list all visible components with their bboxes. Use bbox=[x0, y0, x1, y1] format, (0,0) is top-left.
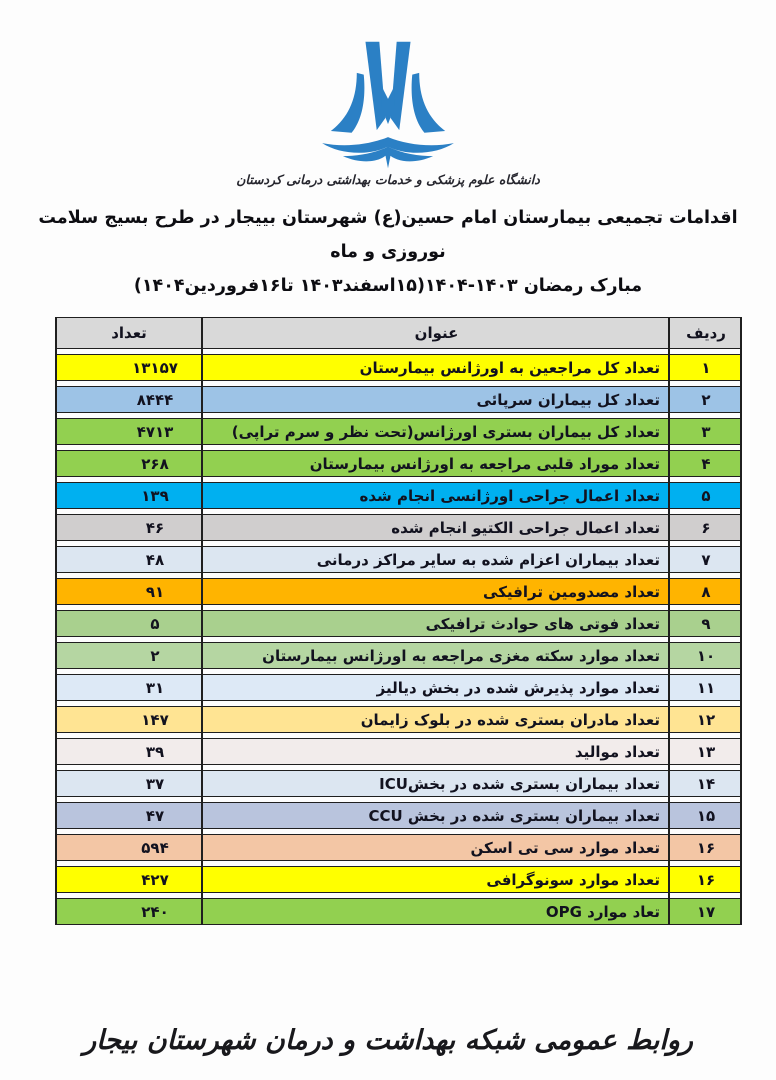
row-title: تعداد اعمال جراحی الکتیو انجام شده bbox=[203, 514, 670, 541]
col-header-onvan: عنوان bbox=[203, 317, 670, 349]
row-count: ۹۱ bbox=[55, 578, 203, 605]
column-divider-radif bbox=[668, 317, 670, 925]
row-number: ۱۳ bbox=[670, 738, 742, 765]
row-count: ۴۸ bbox=[55, 546, 203, 573]
row-title: تعداد کل بیماران سرپائی bbox=[203, 386, 670, 413]
footer-credit: روابط عمومی شبکه بهداشت و درمان شهرستان بیجار bbox=[83, 1025, 693, 1056]
row-number: ۴ bbox=[670, 450, 742, 477]
row-number: ۵ bbox=[670, 482, 742, 509]
row-number: ۱۵ bbox=[670, 802, 742, 829]
col-header-radif: ردیف bbox=[670, 317, 742, 349]
table-border-right bbox=[55, 317, 57, 925]
row-count: ۱۴۷ bbox=[55, 706, 203, 733]
row-number: ۶ bbox=[670, 514, 742, 541]
column-divider-tedad bbox=[201, 317, 203, 925]
row-count: ۲۴۰ bbox=[55, 898, 203, 925]
logo bbox=[0, 0, 776, 187]
row-count: ۴۷ bbox=[55, 802, 203, 829]
row-title: تعداد مادران بستری شده در بلوک زایمان bbox=[203, 706, 670, 733]
row-title: تعداد موارد پذیرش شده در بخش دیالیز bbox=[203, 674, 670, 701]
row-title: تعداد بیماران بستری شده در بخش CCU bbox=[203, 802, 670, 829]
row-number: ۸ bbox=[670, 578, 742, 605]
row-count: ۴۷۱۳ bbox=[55, 418, 203, 445]
row-count: ۸۴۴۴ bbox=[55, 386, 203, 413]
row-title: تعداد فوتی های حوادث ترافیکی bbox=[203, 610, 670, 637]
row-count: ۴۲۷ bbox=[55, 866, 203, 893]
row-number: ۱۰ bbox=[670, 642, 742, 669]
row-count: ۱۳۱۵۷ bbox=[55, 354, 203, 381]
row-number: ۱۶ bbox=[670, 834, 742, 861]
report-title bbox=[30, 201, 746, 303]
row-number: ۱۱ bbox=[670, 674, 742, 701]
row-title: تعداد موارد سکته مغزی مراجعه به اورژانس بیمارستان bbox=[203, 642, 670, 669]
row-count: ۳۷ bbox=[55, 770, 203, 797]
row-number: ۱۴ bbox=[670, 770, 742, 797]
row-title: تعداد موارد سی تی اسکن bbox=[203, 834, 670, 861]
row-title: تعداد موالید bbox=[203, 738, 670, 765]
row-count: ۵ bbox=[55, 610, 203, 637]
row-count: ۳۹ bbox=[55, 738, 203, 765]
row-title: تعداد مصدومین ترافیکی bbox=[203, 578, 670, 605]
row-count: ۲ bbox=[55, 642, 203, 669]
report-title-line2: مبارک رمضان ۱۴۰۳-۱۴۰۴(۱۵اسفند۱۴۰۳ تا۱۶فروردین۱۴۰۴) bbox=[133, 276, 643, 296]
row-number: ۱۲ bbox=[670, 706, 742, 733]
university-name: دانشگاه علوم پزشکی و خدمات بهداشتی درمانی کردستان bbox=[236, 172, 540, 187]
row-title: تعاد موارد OPG bbox=[203, 898, 670, 925]
row-title: تعداد بیماران بستری شده در بخشICU bbox=[203, 770, 670, 797]
row-number: ۳ bbox=[670, 418, 742, 445]
row-count: ۲۶۸ bbox=[55, 450, 203, 477]
row-title: تعداد اعمال جراحی اورژانسی انجام شده bbox=[203, 482, 670, 509]
row-count: ۴۶ bbox=[55, 514, 203, 541]
row-count: ۳۱ bbox=[55, 674, 203, 701]
report-title-line1: اقدامات تجمیعی بیمارستان امام حسین(ع) شهرستان بییجار در طرح بسیج سلامت نوروزی و ماه bbox=[38, 208, 738, 262]
row-title: تعداد بیماران اعزام شده به سایر مراکز درمانی bbox=[203, 546, 670, 573]
row-number: ۹ bbox=[670, 610, 742, 637]
stats-table bbox=[55, 317, 742, 925]
row-count: ۱۳۹ bbox=[55, 482, 203, 509]
row-number: ۱۶ bbox=[670, 866, 742, 893]
row-title: تعداد موارد سونوگرافی bbox=[203, 866, 670, 893]
university-emblem-icon bbox=[283, 40, 493, 170]
row-title: تعداد کل بیماران بستری اورژانس(تحت نظر و سرم تراپی) bbox=[203, 418, 670, 445]
row-count: ۵۹۴ bbox=[55, 834, 203, 861]
row-number: ۱ bbox=[670, 354, 742, 381]
row-number: ۷ bbox=[670, 546, 742, 573]
col-header-tedad: تعداد bbox=[55, 317, 203, 349]
row-title: تعداد کل مراجعین به اورژانس بیمارستان bbox=[203, 354, 670, 381]
row-number: ۲ bbox=[670, 386, 742, 413]
row-number: ۱۷ bbox=[670, 898, 742, 925]
table-border-left bbox=[740, 317, 742, 925]
row-title: تعداد موراد قلبی مراجعه به اورژانس بیمارستان bbox=[203, 450, 670, 477]
